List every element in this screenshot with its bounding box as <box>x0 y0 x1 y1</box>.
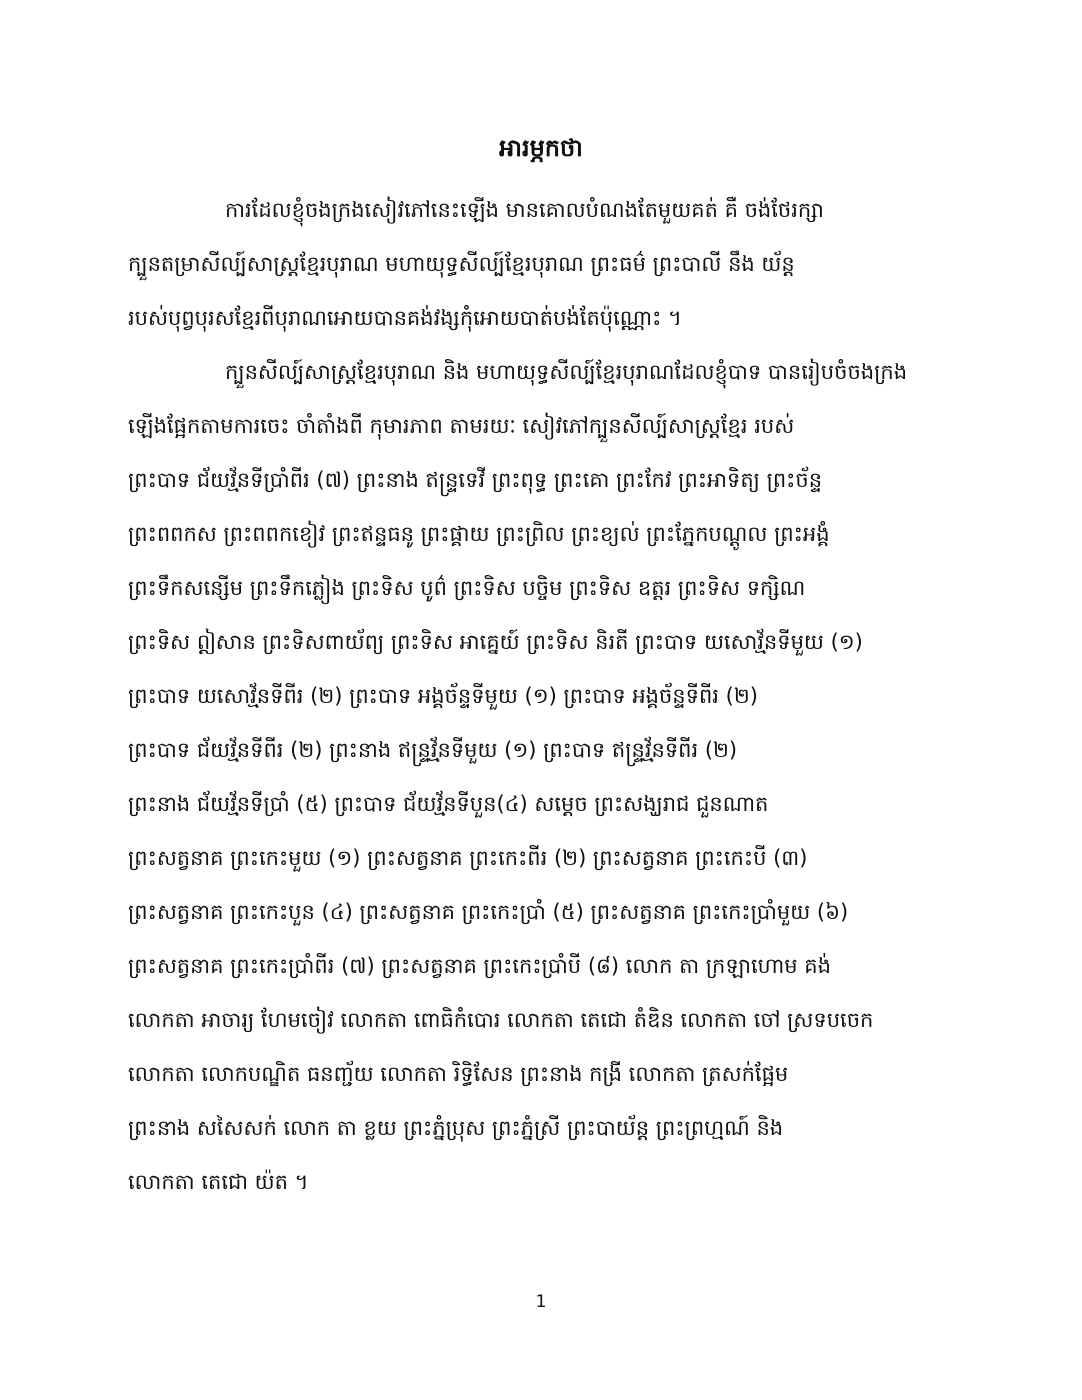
paragraph-line: ក្បួនតម្រាសីល្ប៍សាស្ត្រខ្មែរបុរាណ មហាយុទ្ធសីល្ប៍ខ្មែរបុរាណ ព្រះធម៌ ព្រះបាលី នឹង យ័ន្ត <box>128 252 795 276</box>
paragraph-line: លោកតា តេជោ យ៉ត ។ <box>128 1170 309 1194</box>
page-number: 1 <box>535 1292 547 1312</box>
paragraph-line: លោកតា អាចារ្យ ហែមចៀវ លោកតា ពោធិកំបោរ លោកតា តេជោ តំឌិន លោកតា ចៅ ស្រទបចេក <box>128 1008 874 1032</box>
paragraph-line: របស់បុព្វបុរសខ្មែរពីបុរាណអោយបានគង់វង្សកុំអោយបាត់បង់តែប៉ុណ្ណោះ ។ <box>128 306 682 330</box>
paragraph-line: ព្រះសត្វនាគ ព្រះកេះមួយ (១) ព្រះសត្វនាគ ព្រះកេះពីរ (២) ព្រះសត្វនាគ ព្រះកេះបី (៣) <box>128 846 808 870</box>
paragraph-line: ព្រះសត្វនាគ ព្រះកេះប្រាំពីរ (៧) ព្រះសត្វនាគ ព្រះកេះប្រាំបី (៨) លោក តា ក្រឡាហោម គង់ <box>128 954 831 978</box>
paragraph-line: ព្រះនាង សសៃសក់ លោក តា ខ្លយ ព្រះភ្នំប្រុស ព្រះភ្នំស្រី ព្រះបាយ័ន្ត ព្រះព្រហ្មណ៍ និង <box>128 1116 784 1140</box>
paragraph-line: ព្រះបាទ ជ័យវ្ម័នទីប្រាំពីរ (៧) ព្រះនាង ឥន្ទ្រទេវី ព្រះពុទ្ធ ព្រះគោ ព្រះកែវ ព្រះអាទិត្យ ព្រះច័ន្ទ <box>128 468 823 492</box>
paragraph-line: ព្រះបាទ យសោវ្ម័នទីពីរ (២) ព្រះបាទ អង្គច័ន្ទទីមួយ (១) ព្រះបាទ អង្គច័ន្ទទីពីរ (២) <box>128 684 758 708</box>
page-title: អារម្ភកថា <box>499 134 583 162</box>
paragraph-line: ការដែលខ្ញុំចងក្រងសៀវភៅនេះឡើង មានគោលបំណងតែមួយគត់ គឺ ចង់ថែរក្សា <box>225 198 824 222</box>
paragraph-line: ព្រះសត្វនាគ ព្រះកេះបួន (៤) ព្រះសត្វនាគ ព្រះកេះប្រាំ (៥) ព្រះសត្វនាគ ព្រះកេះប្រាំមួយ (៦) <box>128 900 849 924</box>
paragraph-line: លោកតា លោកបណ្ឌិត ធនញ្ជ័យ លោកតា រិទ្ធិសែន ព្រះនាង កង្រី លោកតា ត្រសក់ផ្អែម <box>128 1062 789 1086</box>
paragraph-line: ព្រះនាង ជ័យវ្ម័នទីប្រាំ (៥) ព្រះបាទ ជ័យវ្ម័នទីបួន(៤) សម្តេច ព្រះសង្ឃរាជ ជួនណាត <box>128 792 769 816</box>
paragraph-line: ព្រះពពកស ព្រះពពកខៀវ ព្រះឥន្ទធនូ ព្រះផ្គាយ ព្រះព្រិល ព្រះខ្យល់ ព្រះភ្នែកបណ្តូល ព្រះអង្គំ <box>128 522 830 546</box>
paragraph-line: ព្រះទឹកសន្សើម ព្រះទឹកភ្លៀង ព្រះទិស បូព៌ ព្រះទិស បច្ចិម ព្រះទិស ឧត្តរ ព្រះទិស ទក្សិណ <box>128 576 806 600</box>
paragraph-line: ព្រះទិស ឦសាន ព្រះទិសពាយ័ព្យ ព្រះទិស អាគ្នេយ៍ ព្រះទិស និរតី ព្រះបាទ យសោវ្ម័នទីមួយ (១) <box>128 630 863 654</box>
paragraph-line: ឡើងផ្អែកតាមការចេះ ចាំតាំងពី កុមារភាព តាមរយៈ សៀវភៅក្បួនសីល្ប៍សាស្ត្រខ្មែរ របស់ <box>128 414 795 438</box>
paragraph-line: ព្រះបាទ ជ័យវ្ម័នទីពីរ (២) ព្រះនាង ឥន្ទ្រវ្ម័នទីមួយ (១) ព្រះបាទ ឥន្ទ្រវ្ម័នទីពីរ (២) <box>128 738 738 762</box>
paragraph-line: ក្បួនសីល្ប៍សាស្ត្រខ្មែរបុរាណ និង មហាយុទ្ធសីល្ប៍ខ្មែរបុរាណដែលខ្ញុំបាទ បានរៀបចំចងក្រង <box>225 360 908 384</box>
